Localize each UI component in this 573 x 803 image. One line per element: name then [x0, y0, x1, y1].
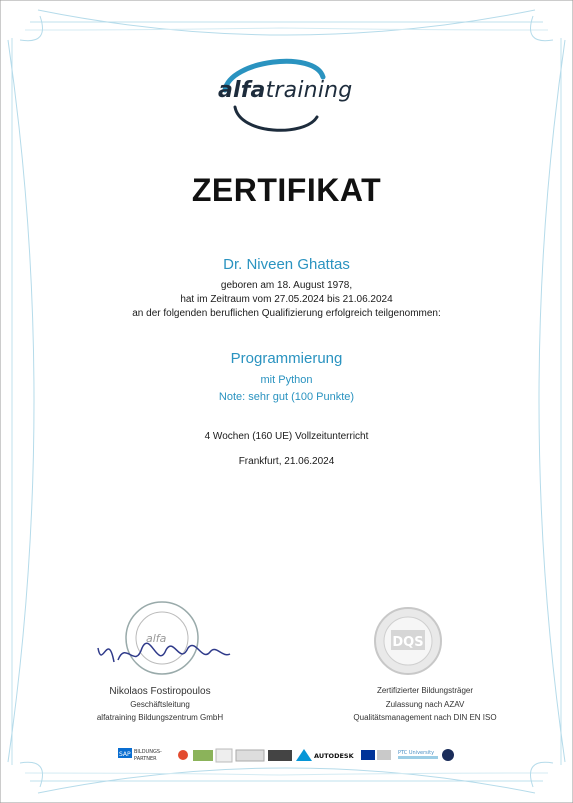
sap-partner-label-1: BILDUNGS-: [134, 749, 162, 755]
recipient-statement: an der folgenden beruflichen Qualifizierung erfolgreich teilgenommen:: [132, 308, 441, 319]
sap-partner-label-2: PARTNER: [134, 756, 157, 762]
accreditation-line-1: Zertifizierter Bildungsträger: [376, 686, 474, 695]
accreditation-line-3: Qualitätsmanagement nach DIN EN ISO: [353, 713, 497, 722]
autodesk-logo-text: AUTODESK: [314, 752, 354, 760]
signature-and-seal: [80, 600, 240, 690]
dqs-quality-seal: [373, 606, 443, 676]
sap-logo-text: SAP: [119, 751, 131, 758]
recipient-birth: geboren am 18. August 1978,: [220, 280, 353, 291]
course-subtitle: mit Python: [260, 374, 313, 386]
place-date: Frankfurt, 21.06.2024: [238, 456, 335, 467]
alfatraining-logo-text: alfatraining: [218, 78, 353, 103]
partner-logos-graphic: [118, 745, 458, 767]
signatory-org: alfatraining Bildungszentrum GmbH: [96, 713, 224, 722]
svg-text:alfa: alfa: [146, 632, 167, 645]
certificate-title: ZERTIFIKAT: [191, 172, 382, 208]
course-title: Programmierung: [230, 350, 343, 367]
signatory-role: Geschäftsleitung: [130, 700, 190, 709]
ptc-logo-text: PTC University: [398, 750, 435, 756]
svg-text:DQS: DQS: [392, 635, 424, 650]
partner-logos: [118, 745, 458, 767]
course-duration: 4 Wochen (160 UE) Vollzeitunterricht: [204, 431, 369, 442]
recipient-period: hat im Zeitraum vom 27.05.2024 bis 21.06.2024: [180, 294, 393, 305]
course-grade: Note: sehr gut (100 Punkte): [218, 391, 355, 403]
accreditation-line-2: Zulassung nach AZAV: [385, 700, 465, 709]
signatory-name: Nikolaos Fostiropoulos: [109, 686, 211, 697]
recipient-name: Dr. Niveen Ghattas: [223, 256, 350, 273]
